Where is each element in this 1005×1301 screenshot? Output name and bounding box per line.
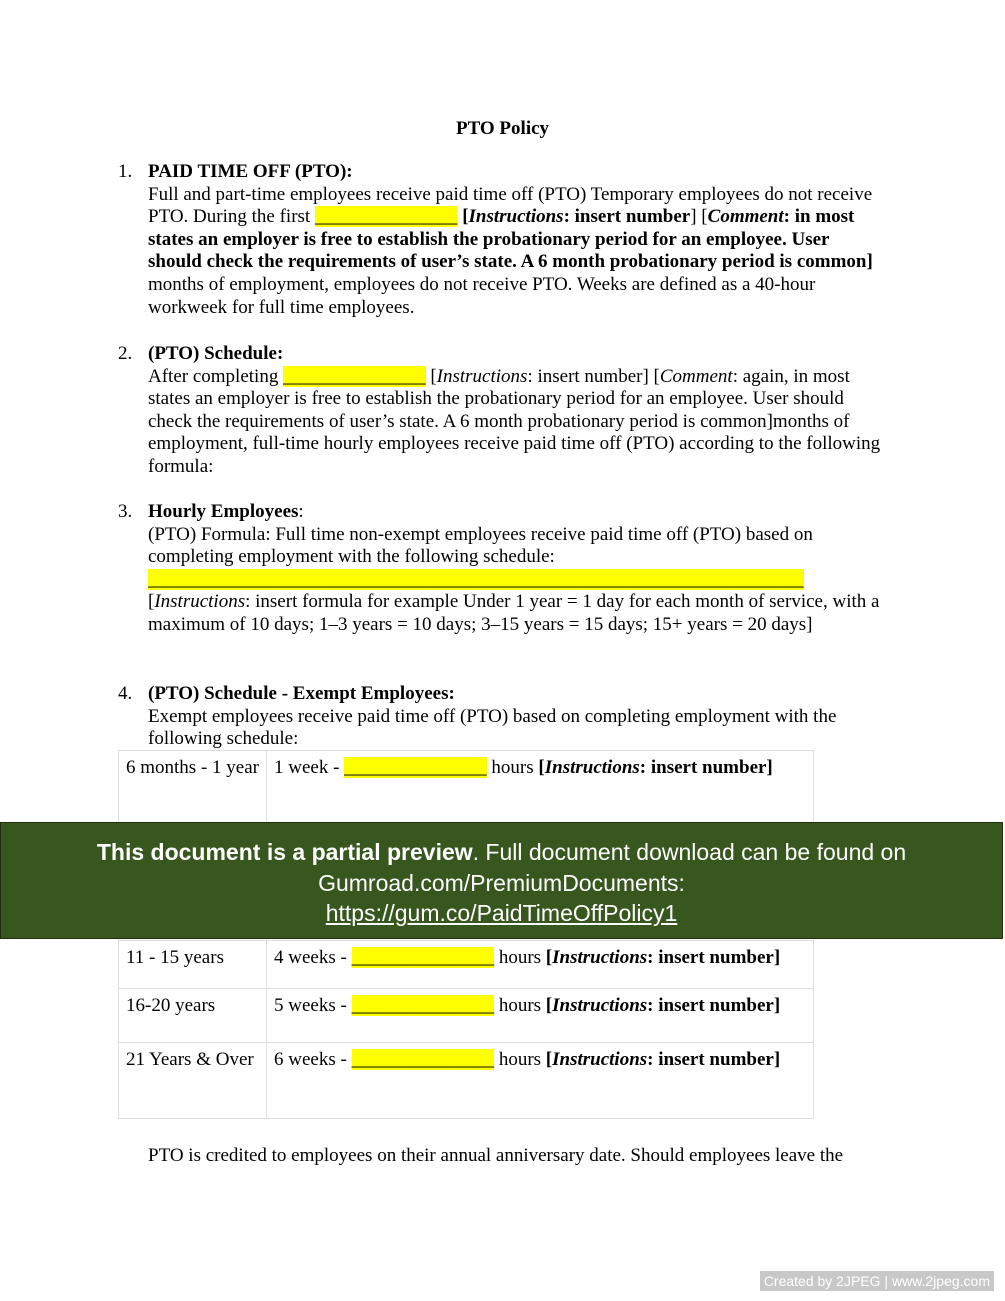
text: 1 week - (274, 757, 345, 778)
text: : insert number] (647, 947, 781, 968)
text: : insert number (563, 206, 691, 228)
banner-bold-text: This document is a partial preview (96, 839, 473, 865)
text: : insert number] (647, 995, 781, 1016)
text: hours (494, 1049, 546, 1070)
text: : insert number] [ (527, 365, 660, 387)
section-heading: (PTO) Schedule - Exempt Employees: (148, 683, 455, 704)
text: : in most states an employer is free to establish the probationary period for an employee. User should check the requirements of user’s state. A 6 month probationary period is common] (148, 206, 873, 273)
section-number: 1. (118, 161, 133, 182)
text: [ (462, 206, 469, 228)
table-row (119, 1043, 814, 1119)
text: 4 weeks - (274, 947, 352, 968)
table-row (119, 941, 814, 989)
section-pto-schedule (118, 343, 883, 479)
section-number: 2. (118, 343, 133, 364)
text: Exempt employees receive paid time off (PTO) based on completing employment with the following schedule: (148, 705, 837, 750)
text: [ (545, 1049, 553, 1070)
hours-cell (267, 989, 814, 1043)
period-cell: 11 - 15 years (119, 941, 267, 989)
section-heading: Hourly Employees (148, 501, 299, 522)
watermark: Created by 2JPEG | www.2jpeg.com (760, 1271, 994, 1291)
preview-banner (0, 822, 1003, 939)
blank-field[interactable]: _______________ (314, 206, 458, 228)
banner-text: . Full document download can be found on Gumroad.com/PremiumDocuments: (318, 839, 907, 896)
table-row (119, 989, 814, 1043)
blank-field[interactable]: _______________ (283, 365, 426, 387)
period-cell: 16-20 years (119, 989, 267, 1043)
text: : insert number] (639, 757, 773, 778)
blank-field[interactable]: _______________ (351, 1049, 495, 1070)
download-link[interactable]: https://gum.co/PaidTimeOffPolicy1 (325, 900, 678, 926)
text: Comment (707, 206, 784, 228)
text: 5 weeks - (274, 995, 352, 1016)
section-heading: (PTO) Schedule: (148, 343, 284, 364)
text: ] [ (690, 206, 708, 228)
section-exempt-employees (118, 683, 883, 751)
text: months of employment, employees do not receive PTO. Weeks are defined as a 40-hour workweek for full time employees. (148, 273, 816, 318)
section-number: 3. (118, 501, 133, 522)
formula-blank-field[interactable]: _____________________________________________________________________ (148, 568, 804, 590)
text: Comment (659, 365, 733, 387)
hours-cell (267, 751, 814, 823)
text: (PTO) Formula: Full time non-exempt employees receive paid time off (PTO) based on completing employment with the following schedule: (148, 523, 813, 568)
text: 6 weeks - (274, 1049, 352, 1070)
text: : insert number] (647, 1049, 781, 1070)
period-cell: 21 Years & Over (119, 1043, 267, 1119)
page-title: PTO Policy (455, 118, 550, 139)
section-hourly-employees (118, 501, 883, 637)
text: [ (425, 365, 437, 387)
text: After completing (148, 365, 284, 387)
text: hours (494, 995, 546, 1016)
period-cell: 6 months - 1 year (119, 751, 267, 823)
text: [ (545, 947, 553, 968)
section-number: 4. (118, 683, 133, 704)
text: : insert formula for example Under 1 year = 1 day for each month of service, with a maximum of 10 days; 1–3 years = 10 days; 3–15 years = 15 days; 15+ years = 20 days] (148, 591, 880, 635)
text: Full and part-time employees receive paid time off (PTO) Temporary employees do not receive PTO. During the first (148, 183, 873, 228)
section-heading: PAID TIME OFF (PTO): (148, 161, 353, 182)
text: Instructions (552, 1049, 648, 1070)
text: hours (494, 947, 546, 968)
section-paid-time-off (118, 161, 883, 319)
text: Instructions (436, 365, 528, 387)
table-row (119, 751, 814, 823)
hours-cell (267, 941, 814, 989)
text: Instructions (154, 591, 246, 613)
text: Instructions (544, 757, 640, 778)
text: Instructions (468, 206, 564, 228)
text: : again, in most states an employer is free to establish the probationary period for an employee. User should check the requirements of user’s state. A 6 month probationary period is common]months of employment, full-time hourly employees receive paid time off (PTO) according to the following formula: (148, 365, 881, 477)
text: : (298, 501, 304, 522)
blank-field[interactable]: _______________ (344, 757, 487, 778)
text: Instructions (552, 947, 648, 968)
text: [ (148, 591, 155, 613)
text: [ (545, 995, 553, 1016)
footer-paragraph: PTO is credited to employees on their annual anniversary date. Should employees leave the (148, 1145, 844, 1166)
text: Instructions (552, 995, 648, 1016)
blank-field[interactable]: _______________ (351, 947, 495, 968)
text: [ (538, 757, 545, 778)
text: hours (486, 757, 539, 778)
hours-cell (267, 1043, 814, 1119)
blank-field[interactable]: _______________ (351, 995, 495, 1016)
